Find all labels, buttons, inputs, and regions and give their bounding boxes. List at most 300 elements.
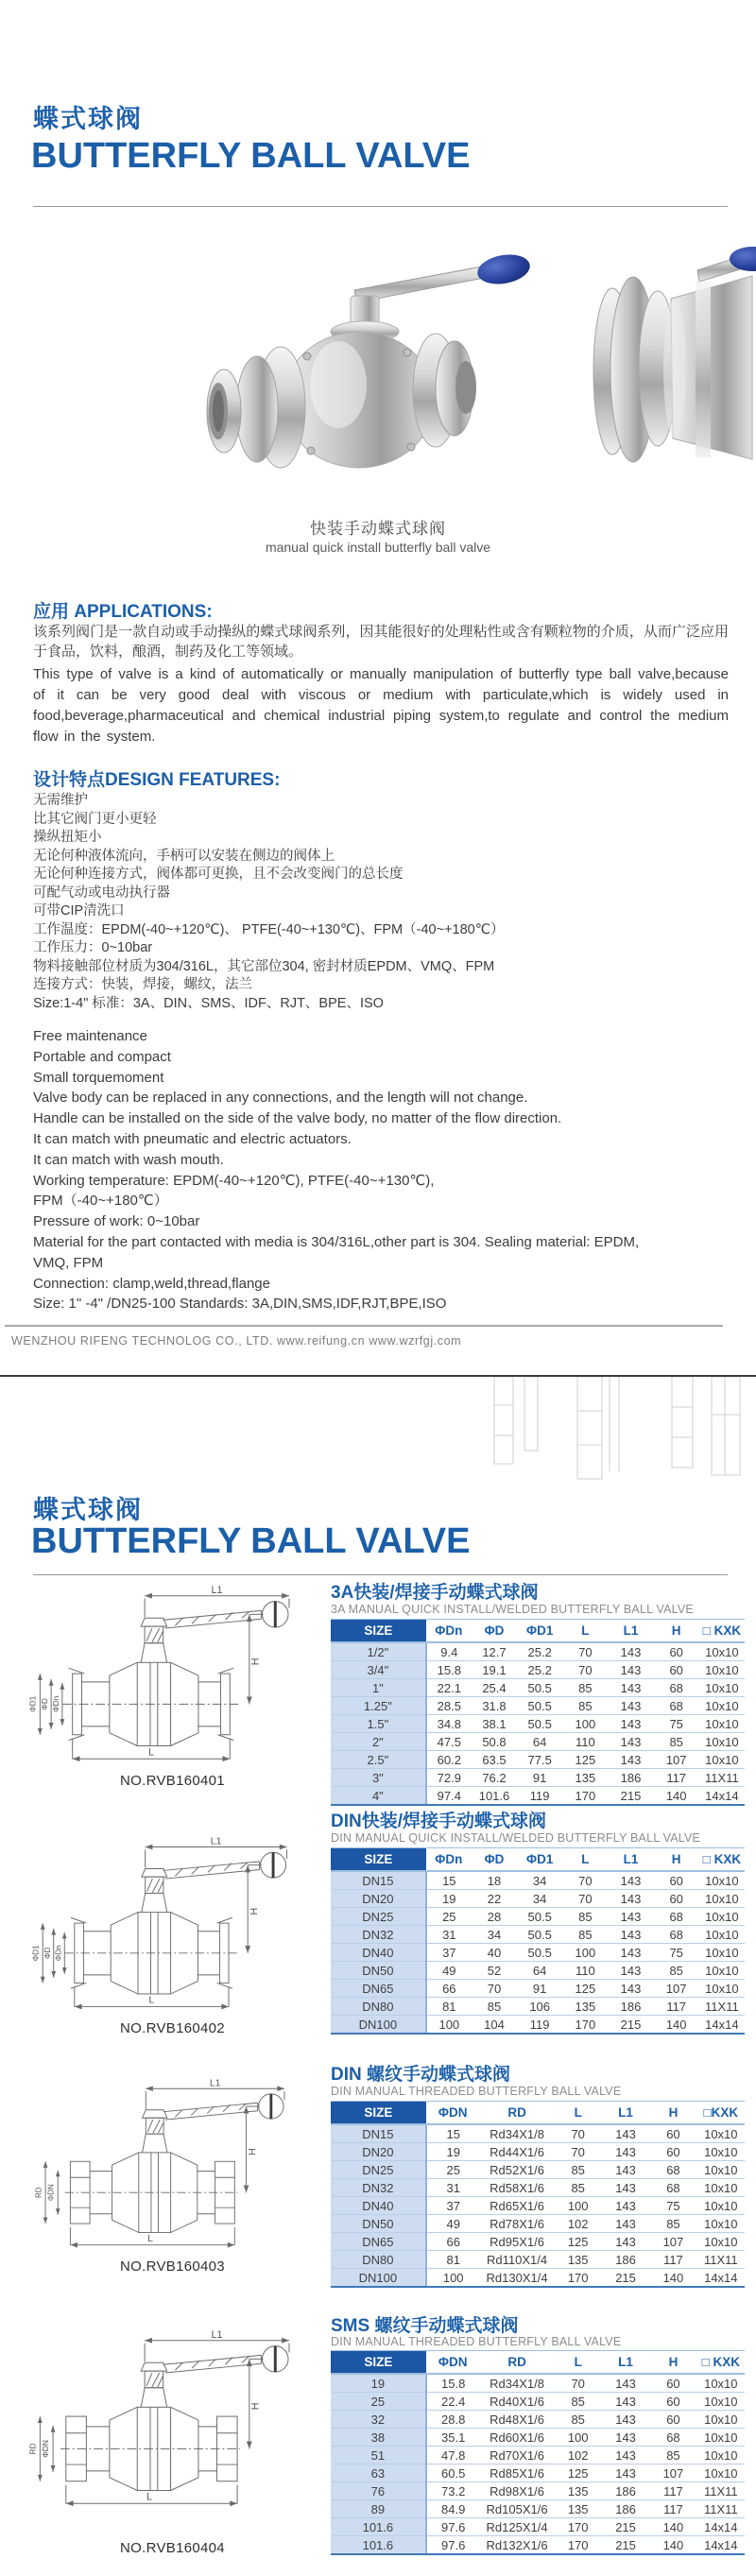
dim-label-l: L [147, 2233, 153, 2244]
spec-row [331, 1751, 745, 1769]
column-header: L [562, 1848, 608, 1872]
spec-cell: 143 [608, 1890, 653, 1908]
spec-cell: Rd70X1/6 [480, 2447, 555, 2464]
spec-cell: 14x14 [697, 2518, 745, 2536]
column-header: ΦDN [426, 2102, 480, 2125]
spec-cell: Rd132X1/6 [480, 2536, 555, 2555]
spec-cell: 68 [654, 1908, 699, 1926]
spec-cell: 186 [608, 1998, 653, 2016]
spec-cell: 50.5 [517, 1697, 562, 1715]
title-divider [33, 206, 728, 207]
spec-row [331, 1787, 745, 1806]
spec-cell: 60 [649, 2374, 696, 2393]
spec-cell: 50.5 [517, 1944, 562, 1962]
spec-cell: 186 [608, 1769, 653, 1787]
spec-row [331, 2124, 745, 2143]
feature-line: 操纵扭矩小 [33, 830, 102, 845]
spec-cell: DN15 [331, 2124, 426, 2143]
spec-cell: 85 [649, 2215, 696, 2233]
spec-cell: 50.5 [517, 1926, 562, 1944]
spec-cell: Rd130X1/4 [480, 2269, 555, 2288]
spec-cell: 63 [331, 2464, 426, 2482]
spec-cell: 135 [555, 2500, 602, 2518]
spec-row [331, 1697, 745, 1715]
spec-cell: 186 [602, 2500, 649, 2518]
spec-cell: 15.8 [426, 1661, 472, 1679]
spec-cell: 107 [649, 2233, 696, 2251]
spec-cell: 11X11 [697, 2500, 745, 2518]
column-header: □ KXK [697, 2351, 745, 2375]
spec-cell: 31 [426, 1926, 472, 1944]
spec-cell: 37 [426, 1944, 472, 1962]
spec-cell: 70 [555, 2124, 602, 2143]
dim-label-h: H [247, 2148, 258, 2155]
spec-cell: 97.4 [426, 1787, 472, 1806]
column-header: SIZE [331, 1848, 426, 1872]
spec-cell: 85 [654, 1962, 699, 1980]
spec-cell: 91 [517, 1769, 562, 1787]
section-subtitle-din: DIN MANUAL QUICK INSTALL/WELDED BUTTERFLY BALL VALVE [331, 1831, 701, 1845]
spec-cell: 215 [608, 2016, 653, 2035]
product-photo-right [584, 215, 756, 507]
spec-cell: 66 [426, 2233, 480, 2251]
spec-cell: Rd34X1/8 [480, 2374, 555, 2393]
spec-cell: 60 [654, 1890, 699, 1908]
spec-cell: 143 [602, 2429, 649, 2447]
column-header: L1 [602, 2102, 649, 2125]
spec-cell: 50.5 [517, 1908, 562, 1926]
spec-cell: DN32 [331, 1926, 426, 1944]
spec-cell: 215 [602, 2518, 649, 2536]
spec-cell: 143 [608, 1661, 653, 1679]
spec-cell: 100 [426, 2269, 480, 2288]
spec-cell: 68 [649, 2161, 696, 2179]
column-header: L1 [608, 1620, 653, 1643]
company-footer: WENZHOU RIFENG TECHNOLOG CO., LTD. www.reifung.cn www.wzrfgj.com [11, 1334, 462, 1348]
spec-cell: 125 [555, 2233, 602, 2251]
feature-line: Material for the part contacted with media is 304/316L,other part is 304. Sealing material: EPDM, [33, 1233, 640, 1250]
spec-cell: 68 [654, 1679, 699, 1697]
spec-cell: 143 [608, 1733, 653, 1751]
spec-row [331, 2518, 745, 2536]
spec-cell: 10x10 [697, 2393, 745, 2411]
column-header: L [555, 2102, 602, 2125]
spec-cell: 143 [602, 2161, 649, 2179]
feature-line: Portable and compact [33, 1048, 171, 1065]
spec-cell: 75 [649, 2197, 696, 2215]
spec-table-din [331, 1847, 745, 2035]
column-header: ΦDn [426, 1848, 472, 1872]
spec-cell: 85 [562, 1908, 608, 1926]
photo-caption-cn: 快装手动蝶式球阀 [310, 520, 446, 538]
spec-cell: 25.2 [517, 1642, 562, 1661]
drawing-number: NO.RVB160402 [120, 2020, 225, 2036]
spec-cell: 85 [555, 2179, 602, 2197]
spec-row [331, 1679, 745, 1697]
spec-cell: 140 [654, 1787, 699, 1806]
spec-cell: 60 [649, 2143, 696, 2161]
spec-cell: 60.2 [426, 1751, 472, 1769]
dim-label-l1: L1 [210, 1835, 222, 1847]
spec-cell: 10x10 [699, 1679, 745, 1697]
technical-drawing-3a [24, 1584, 321, 1769]
drawing-number: NO.RVB160404 [120, 2540, 225, 2556]
spec-row [331, 1890, 745, 1908]
spec-cell: 25.4 [472, 1679, 517, 1697]
dim-label-l1: L1 [209, 2078, 221, 2089]
spec-row [331, 1733, 745, 1751]
spec-cell: 85 [472, 1998, 517, 2016]
spec-cell: Rd44X1/6 [480, 2143, 555, 2161]
spec-cell: 143 [608, 1642, 653, 1661]
spec-cell: Rd58X1/6 [480, 2179, 555, 2197]
feature-line: 无论何种连接方式，阀体都可更换，且不会改变阀门的总长度 [33, 867, 404, 882]
spec-cell: 75 [654, 1944, 699, 1962]
spec-cell: 10x10 [697, 2197, 745, 2215]
spec-cell: 70 [562, 1871, 608, 1890]
spec-cell: 1.25" [331, 1697, 426, 1715]
spec-row [331, 2374, 745, 2393]
dim-label-rd: RD [34, 2187, 43, 2198]
spec-cell: 10x10 [699, 1715, 745, 1733]
spec-cell: 117 [649, 2251, 696, 2269]
spec-cell: 107 [654, 1980, 699, 1998]
spec-cell: 70 [472, 1980, 517, 1998]
feature-line: 物料接触部位材质为304/316L，其它部位304, 密封材质EPDM、VMQ、FPM [33, 958, 495, 974]
spec-cell: 50.8 [472, 1733, 517, 1751]
feature-line: Size:1-4" 标准：3A、DIN、SMS、IDF、RJT、BPE、ISO [33, 995, 384, 1011]
spec-row [331, 2215, 745, 2233]
feature-line: It can match with pneumatic and electric actuators. [33, 1130, 352, 1147]
spec-cell: 38 [331, 2429, 426, 2447]
feature-line: 可带CIP清洗口 [33, 903, 125, 919]
section-title-sms: SMS 螺纹手动蝶式球阀 [331, 2316, 519, 2336]
spec-cell: 18 [472, 1871, 517, 1890]
spec-cell: 40 [472, 1944, 517, 1962]
spec-cell: DN100 [331, 2016, 426, 2035]
spec-row [331, 2251, 745, 2269]
feature-line: 比其它阀门更小更轻 [33, 811, 157, 827]
spec-cell: 76.2 [472, 1769, 517, 1787]
spec-cell: 15 [426, 2124, 480, 2143]
spec-cell: 10x10 [699, 1890, 745, 1908]
dim-label-l: L [146, 2491, 153, 2503]
spec-cell: 143 [602, 2411, 649, 2429]
spec-cell: 135 [555, 2482, 602, 2500]
spec-cell: 97.6 [426, 2518, 480, 2536]
column-header: H [649, 2351, 696, 2375]
column-header: L [555, 2351, 602, 2375]
page2-title-cn: 蝶式球阀 [33, 1496, 143, 1524]
spec-cell: 10x10 [697, 2161, 745, 2179]
spec-cell: 125 [555, 2464, 602, 2482]
column-header: ΦD [472, 1848, 517, 1872]
spec-cell: 22 [472, 1890, 517, 1908]
spec-row [331, 2269, 745, 2288]
spec-cell: 104 [472, 2016, 517, 2035]
spec-cell: 31 [426, 2179, 480, 2197]
page1-title-en: BUTTERFLY BALL VALVE [31, 136, 471, 176]
spec-row [331, 1871, 745, 1890]
header-row [331, 2351, 745, 2375]
spec-cell: 22.4 [426, 2393, 480, 2411]
spec-cell: 97.6 [426, 2536, 480, 2555]
column-header: □ KXK [699, 1620, 745, 1643]
dim-label-l: L [148, 1994, 155, 2006]
spec-cell: Rd52X1/6 [480, 2161, 555, 2179]
spec-cell: Rd65X1/6 [480, 2197, 555, 2215]
feature-line: Working temperature: EPDM(-40~+120℃), PTFE(-40~+130℃), [33, 1172, 435, 1189]
spec-cell: 85 [555, 2411, 602, 2429]
spec-cell: 140 [649, 2518, 696, 2536]
spec-cell: 143 [608, 1962, 653, 1980]
spec-cell: 28.5 [426, 1697, 472, 1715]
spec-cell: Rd78X1/6 [480, 2215, 555, 2233]
column-header: ΦDN [426, 2351, 480, 2375]
spec-cell: 143 [608, 1679, 653, 1697]
spec-row [331, 1908, 745, 1926]
spec-cell: 14x14 [697, 2269, 745, 2288]
spec-cell: 1.5" [331, 1715, 426, 1733]
drawing-fragment [487, 1377, 756, 1488]
feature-line: Free maintenance [33, 1028, 147, 1044]
spec-cell: 10x10 [697, 2374, 745, 2393]
spec-cell: 63.5 [472, 1751, 517, 1769]
spec-cell: Rd40X1/6 [480, 2393, 555, 2411]
spec-cell: 215 [608, 1787, 653, 1806]
feature-line: 无论何种液体流向，手柄可以安装在侧边的阀体上 [33, 848, 335, 864]
spec-row [331, 2464, 745, 2482]
spec-cell: 11X11 [699, 1769, 745, 1787]
column-header: □KXK [697, 2102, 745, 2125]
features-list-cn [33, 792, 729, 1013]
header-row [331, 1620, 745, 1643]
spec-row [331, 2197, 745, 2215]
spec-cell: 70 [562, 1661, 608, 1679]
spec-cell: DN65 [331, 2233, 426, 2251]
spec-cell: Rd105X1/6 [480, 2500, 555, 2518]
spec-cell: 10x10 [697, 2124, 745, 2143]
spec-cell: Rd34X1/8 [480, 2124, 555, 2143]
feature-line: 无需维护 [33, 793, 88, 808]
spec-cell: 25.2 [517, 1661, 562, 1679]
spec-cell: 85 [649, 2447, 696, 2464]
column-header: SIZE [331, 1620, 426, 1643]
spec-cell: 1/2" [331, 1642, 426, 1661]
spec-cell: 186 [602, 2482, 649, 2500]
dim-label-l1: L1 [211, 2328, 223, 2341]
spec-cell: 100 [562, 1944, 608, 1962]
spec-cell: 19.1 [472, 1661, 517, 1679]
spec-cell: 60 [654, 1642, 699, 1661]
spec-cell: DN40 [331, 2197, 426, 2215]
spec-cell: 4" [331, 1787, 426, 1806]
spec-cell: 143 [602, 2179, 649, 2197]
valve-handle [354, 250, 532, 302]
spec-cell: 32 [331, 2411, 426, 2429]
spec-cell: 10x10 [699, 1642, 745, 1661]
spec-cell: 34 [472, 1926, 517, 1944]
feature-line: Valve body can be replaced in any connections, and the length will not change. [33, 1090, 528, 1107]
spec-cell: 143 [608, 1871, 653, 1890]
spec-row [331, 2411, 745, 2429]
spec-cell: 101.6 [331, 2536, 426, 2555]
feature-line: FPM（-40~+180℃） [33, 1193, 168, 1210]
column-header: H [654, 1620, 699, 1643]
spec-cell: 66 [426, 1980, 472, 1998]
spec-cell: 2.5" [331, 1751, 426, 1769]
spec-cell: 10x10 [697, 2447, 745, 2464]
spec-table-sms [331, 2350, 745, 2555]
title-divider [33, 1574, 728, 1575]
spec-cell: 143 [602, 2233, 649, 2251]
spec-cell: 140 [649, 2269, 696, 2288]
feature-line: Size: 1" -4" /DN25-100 Standards: 3A,DIN,SMS,IDF,RJT,BPE,ISO [33, 1296, 447, 1313]
spec-cell: 51 [331, 2447, 426, 2464]
spec-cell: 64 [517, 1962, 562, 1980]
column-header: □ KXK [699, 1848, 745, 1872]
dim-label-l: L [147, 1746, 154, 1759]
spec-row [331, 2143, 745, 2161]
spec-cell: 170 [562, 1787, 608, 1806]
spec-cell: 10x10 [699, 1944, 745, 1962]
spec-cell: 135 [555, 2251, 602, 2269]
spec-cell: 140 [649, 2536, 696, 2555]
spec-cell: 102 [555, 2215, 602, 2233]
spec-cell: 14x14 [699, 2016, 745, 2035]
spec-cell: 143 [608, 1715, 653, 1733]
spec-cell: 10x10 [697, 2411, 745, 2429]
spec-cell: 101.6 [472, 1787, 517, 1806]
applications-text-en: This type of valve is a kind of automatically or manually manipulation of butterfly type ball valve,because of it can be very good deal with viscous or medium with particulate,which is widely used in food,beverage,pharmaceutical and chemical industrial piping system,to regulate and control the medium flow in the system. [33, 666, 729, 745]
spec-cell: 186 [602, 2251, 649, 2269]
technical-drawing-sms-thread [24, 2328, 321, 2514]
spec-cell: 68 [654, 1926, 699, 1944]
spec-row [331, 2447, 745, 2464]
spec-row [331, 1962, 745, 1980]
feature-line: It can match with wash mouth. [33, 1151, 224, 1168]
spec-cell: 85 [555, 2393, 602, 2411]
spec-cell: 70 [555, 2374, 602, 2393]
spec-cell: 70 [562, 1642, 608, 1661]
spec-cell: 110 [562, 1962, 608, 1980]
spec-cell: 10x10 [697, 2179, 745, 2197]
spec-cell: 11X11 [699, 1998, 745, 2016]
spec-cell: 10x10 [699, 1980, 745, 1998]
spec-cell: 73.2 [426, 2482, 480, 2500]
spec-cell: 1" [331, 1679, 426, 1697]
spec-cell: 85 [562, 1926, 608, 1944]
spec-cell: 60 [649, 2124, 696, 2143]
header-row [331, 1848, 745, 1872]
spec-cell: 143 [608, 1751, 653, 1769]
column-header: H [654, 1848, 699, 1872]
column-header: ΦD1 [517, 1848, 562, 1872]
spec-cell: 170 [555, 2536, 602, 2555]
feature-line: 工作温度：EPDM(-40~+120℃)、 PTFE(-40~+130℃)、FPM（-40~+180℃） [33, 921, 505, 937]
spec-cell: 50.5 [517, 1715, 562, 1733]
spec-cell: 10x10 [697, 2215, 745, 2233]
spec-cell: 50.5 [517, 1679, 562, 1697]
spec-cell: 143 [602, 2393, 649, 2411]
section-title-din-thread: DIN 螺纹手动蝶式球阀 [331, 2065, 511, 2085]
applications-text-cn: 该系列阀门是一款自动或手动操纵的蝶式球阀系列，因其能很好的处理粘性或含有颗粒物的介质，从而广泛应用于食品，饮料，酿酒，制药及化工等领域。 [33, 624, 729, 660]
spec-cell: 100 [426, 2016, 472, 2035]
feature-line: VMQ, FPM [33, 1254, 104, 1271]
spec-cell: 35.1 [426, 2429, 480, 2447]
spec-table-din-thread [331, 2101, 745, 2288]
spec-cell: 15.8 [426, 2374, 480, 2393]
spec-cell: 143 [602, 2124, 649, 2143]
spec-cell: 60.5 [426, 2464, 480, 2482]
spec-cell: 10x10 [697, 2464, 745, 2482]
feature-line: Small torquemoment [33, 1069, 164, 1086]
spec-row [331, 1661, 745, 1679]
spec-cell: 19 [426, 2143, 480, 2161]
spec-cell: 102 [555, 2447, 602, 2464]
spec-cell: Rd125X1/4 [480, 2518, 555, 2536]
column-header: ΦDn [426, 1620, 472, 1643]
spec-cell: 135 [562, 1769, 608, 1787]
spec-cell: 10x10 [699, 1908, 745, 1926]
spec-cell: DN65 [331, 1980, 426, 1998]
spec-row [331, 2016, 745, 2035]
spec-row [331, 2233, 745, 2251]
spec-cell: 100 [555, 2429, 602, 2447]
page2-title-en: BUTTERFLY BALL VALVE [31, 1521, 471, 1561]
spec-cell: 117 [654, 1998, 699, 2016]
spec-cell: 14x14 [697, 2536, 745, 2555]
spec-cell: 64 [517, 1733, 562, 1751]
section-subtitle-din-thread: DIN MANUAL THREADED BUTTERFLY BALL VALVE [331, 2085, 622, 2098]
spec-cell: 135 [562, 1998, 608, 2016]
spec-cell: 84.9 [426, 2500, 480, 2518]
spec-cell: 10x10 [699, 1962, 745, 1980]
spec-cell: 215 [602, 2536, 649, 2555]
section-title-din: DIN快装/焊接手动蝶式球阀 [331, 1812, 547, 1831]
spec-row [331, 1715, 745, 1733]
spec-cell: 170 [555, 2518, 602, 2536]
spec-cell: 34 [517, 1871, 562, 1890]
spec-cell: 143 [602, 2143, 649, 2161]
spec-row [331, 2429, 745, 2447]
spec-cell: 10x10 [699, 1697, 745, 1715]
spec-cell: 10x10 [697, 2429, 745, 2447]
spec-cell: 10x10 [699, 1733, 745, 1751]
feature-line: 连接方式：快装，焊接，螺纹，法兰 [33, 977, 252, 992]
column-header: ΦD [472, 1620, 517, 1643]
column-header: ΦD1 [517, 1620, 562, 1643]
spec-cell: 70 [562, 1890, 608, 1908]
spec-cell: 170 [555, 2269, 602, 2288]
spec-cell: 140 [654, 2016, 699, 2035]
spec-cell: Rd110X1/4 [480, 2251, 555, 2269]
dim-label-dn: ΦDN [41, 2440, 51, 2458]
spec-cell: 60 [654, 1661, 699, 1679]
section-title-3a: 3A快装/焊接手动蝶式球阀 [331, 1583, 539, 1603]
spec-cell: 119 [517, 2016, 562, 2035]
spec-row [331, 2161, 745, 2179]
dim-label-rd: RD [27, 2443, 38, 2455]
dim-label-h: H [248, 1907, 260, 1915]
spec-cell: 100 [555, 2197, 602, 2215]
spec-cell: 60 [654, 1871, 699, 1890]
features-list-en [33, 1026, 729, 1314]
spec-cell: 119 [517, 1787, 562, 1806]
applications-heading: 应用 APPLICATIONS: [33, 602, 213, 622]
spec-cell: 10x10 [699, 1926, 745, 1944]
spec-cell: DN15 [331, 1871, 426, 1890]
